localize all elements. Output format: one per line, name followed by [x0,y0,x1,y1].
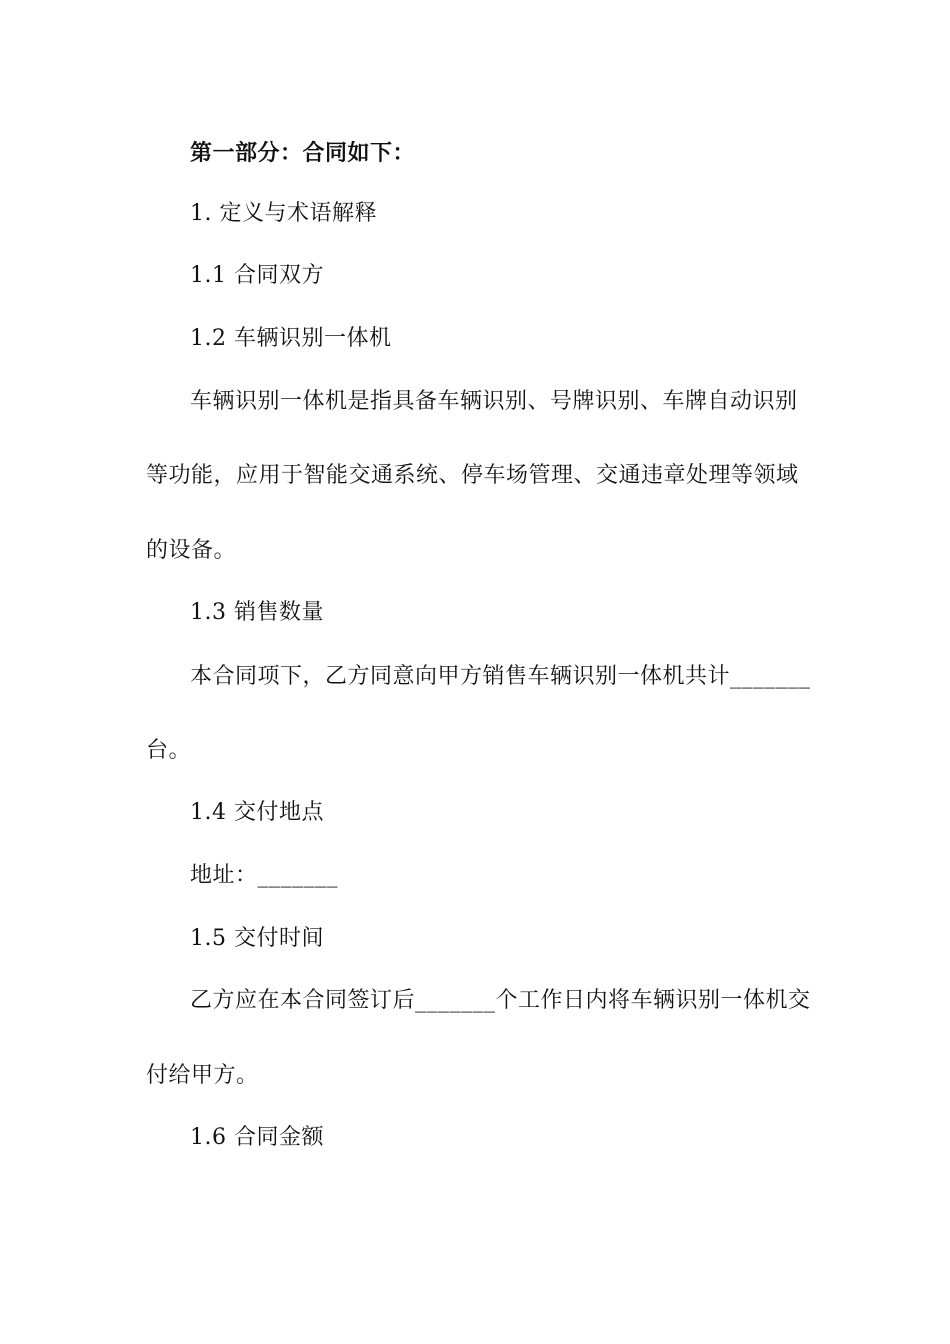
clause-1-6-title: 1.6 合同金额 [190,1125,324,1150]
clause-1-5-title: 1.5 交付时间 [190,926,324,951]
paragraph-line: 乙方应在本合同签订后_______个工作日内将车辆识别一体机交 [190,988,811,1013]
clause-1-1-title: 1.1 合同双方 [190,263,324,288]
clause-1-3-title: 1.3 销售数量 [190,600,324,625]
paragraph-line: 台。 [146,738,192,763]
section-heading: 第一部分：合同如下： [190,140,416,166]
clause-1-2-title: 1.2 车辆识别一体机 [190,326,392,351]
paragraph-line: 的设备。 [146,538,237,563]
clause-1-4-title: 1.4 交付地点 [190,800,324,825]
clause-1-title: 1. 定义与术语解释 [190,201,377,226]
paragraph-line: 本合同项下，乙方同意向甲方销售车辆识别一体机共计_______ [190,664,811,689]
paragraph-line: 车辆识别一体机是指具备车辆识别、号牌识别、车牌自动识别 [190,389,798,414]
paragraph-line: 等功能，应用于智能交通系统、停车场管理、交通违章处理等领域 [146,463,799,488]
paragraph-line: 付给甲方。 [146,1063,259,1088]
address-field: 地址：_______ [190,863,339,888]
